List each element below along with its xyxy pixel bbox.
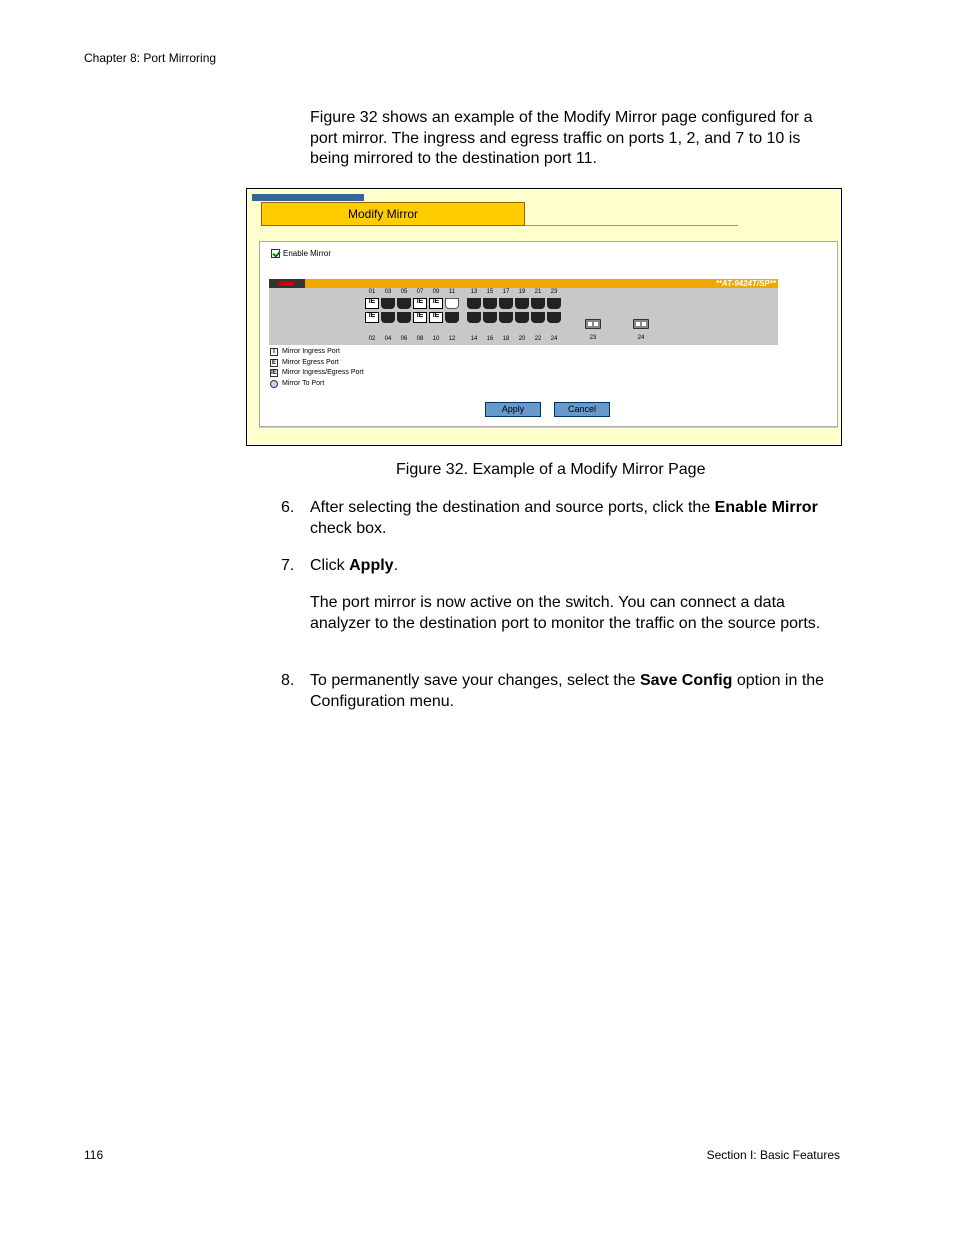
figure-footer-band bbox=[259, 427, 838, 428]
tab-modify-mirror[interactable]: Modify Mirror bbox=[261, 202, 525, 226]
port-23[interactable] bbox=[547, 298, 561, 309]
step-7 bbox=[281, 556, 842, 577]
port-number-label: 11 bbox=[448, 289, 456, 295]
port-08[interactable] bbox=[413, 312, 427, 323]
step-bold: Apply bbox=[349, 557, 394, 574]
sfp-port-24[interactable] bbox=[633, 319, 649, 329]
port-number-label: 04 bbox=[384, 336, 392, 342]
allied-telesis-logo-icon bbox=[269, 279, 305, 288]
step-text-part: option in the Configuration menu. bbox=[310, 672, 825, 710]
port-number-label: 06 bbox=[400, 336, 408, 342]
port-number-label: 16 bbox=[486, 336, 494, 342]
port-13[interactable] bbox=[467, 298, 481, 309]
port-07[interactable] bbox=[413, 298, 427, 309]
port-number-label: 12 bbox=[448, 336, 456, 342]
port-10[interactable] bbox=[429, 312, 443, 323]
port-22[interactable] bbox=[531, 312, 545, 323]
port-number-label: 22 bbox=[534, 336, 542, 342]
port-number-label: 24 bbox=[550, 336, 558, 342]
port-number-label: 21 bbox=[534, 289, 542, 295]
port-number-label: 14 bbox=[470, 336, 478, 342]
legend-label: Mirror Ingress/Egress Port bbox=[282, 369, 364, 376]
port-number-label: 19 bbox=[518, 289, 526, 295]
section-footer: Section I: Basic Features bbox=[706, 1148, 840, 1162]
step-number: 6. bbox=[281, 499, 295, 516]
step-text-part: To permanently save your changes, select the bbox=[310, 672, 640, 689]
figure-panel bbox=[248, 190, 840, 444]
legend-item bbox=[270, 379, 364, 390]
port-15[interactable] bbox=[483, 298, 497, 309]
port-03[interactable] bbox=[381, 298, 395, 309]
port-number-label: 23 bbox=[550, 289, 558, 295]
switch-panel bbox=[269, 279, 778, 345]
figure-top-bar bbox=[252, 194, 364, 201]
port-20[interactable] bbox=[515, 312, 529, 323]
sfp-port-23[interactable] bbox=[585, 319, 601, 329]
port-12[interactable] bbox=[445, 312, 459, 323]
page-number: 116 bbox=[84, 1148, 104, 1162]
step-number: 7. bbox=[281, 557, 295, 574]
port-number-label: 01 bbox=[368, 289, 376, 295]
port-01[interactable] bbox=[365, 298, 379, 309]
egress-icon: E bbox=[271, 359, 276, 366]
port-09[interactable] bbox=[429, 298, 443, 309]
port-number-label: 15 bbox=[486, 289, 494, 295]
enable-mirror-checkbox[interactable] bbox=[271, 249, 280, 258]
tab-underline bbox=[525, 225, 738, 226]
figure-modify-mirror bbox=[246, 188, 842, 446]
port-number-label: 18 bbox=[502, 336, 510, 342]
port-number-label: 13 bbox=[470, 289, 478, 295]
port-04[interactable] bbox=[381, 312, 395, 323]
port-06[interactable] bbox=[397, 312, 411, 323]
port-21[interactable] bbox=[531, 298, 545, 309]
legend-label: Mirror Ingress Port bbox=[282, 348, 340, 355]
intro-paragraph: Figure 32 shows an example of the Modify Mirror page configured for a port mirror. The ingress and egress traffic on ports 1, 2, and 7 to 10 is being mirrored to the destination port 11. bbox=[310, 109, 813, 167]
port-05[interactable] bbox=[397, 298, 411, 309]
step-bold: Save Config bbox=[639, 672, 733, 689]
port-number-label: 09 bbox=[432, 289, 440, 295]
step-text-part: check box. bbox=[310, 519, 387, 537]
step-number: 8. bbox=[281, 672, 295, 689]
step-text bbox=[310, 556, 842, 577]
switch-band bbox=[269, 279, 695, 288]
step-text bbox=[310, 498, 842, 539]
port-18[interactable] bbox=[499, 312, 513, 323]
port-number-label: 20 bbox=[518, 336, 526, 342]
port-number-label: 02 bbox=[368, 336, 376, 342]
switch-model: **AT-9424T/SP** bbox=[695, 279, 778, 288]
step-text-part: After selecting the destination and source ports, click the bbox=[310, 499, 715, 516]
port-number-label: 07 bbox=[416, 289, 424, 295]
port-02[interactable] bbox=[365, 312, 379, 323]
legend-label: Mirror To Port bbox=[282, 379, 325, 387]
enable-mirror-row[interactable] bbox=[271, 249, 331, 258]
figure-caption: Figure 32. Example of a Modify Mirror Page bbox=[396, 461, 706, 478]
figure-content bbox=[259, 241, 838, 427]
mirror-to-port-icon bbox=[270, 380, 278, 388]
ingress-icon: I bbox=[270, 348, 278, 356]
legend-item bbox=[270, 347, 364, 358]
port-17[interactable] bbox=[499, 298, 513, 309]
ingress-egress-icon: IE bbox=[271, 370, 277, 377]
step-text bbox=[310, 671, 842, 712]
chapter-header: Chapter 8: Port Mirroring bbox=[84, 51, 217, 65]
cancel-button[interactable]: Cancel bbox=[554, 402, 610, 417]
port-16[interactable] bbox=[483, 312, 497, 323]
port-number-label: 10 bbox=[432, 336, 440, 342]
step-6 bbox=[281, 498, 842, 539]
step-text-part: Click bbox=[310, 557, 350, 574]
step-text-part: . bbox=[393, 557, 399, 574]
enable-mirror-label: Enable Mirror bbox=[283, 249, 332, 258]
port-19[interactable] bbox=[515, 298, 529, 309]
port-number-label: 17 bbox=[502, 289, 510, 295]
port-number-label: 05 bbox=[400, 289, 408, 295]
legend-label: Mirror Egress Port bbox=[282, 358, 339, 366]
port-24[interactable] bbox=[547, 312, 561, 323]
legend-item bbox=[270, 368, 364, 379]
port-11[interactable] bbox=[445, 298, 459, 309]
legend bbox=[270, 347, 364, 389]
legend-item bbox=[270, 358, 364, 369]
sfp-port-label: 23 bbox=[589, 335, 597, 341]
sfp-port-label: 24 bbox=[637, 335, 645, 341]
step-8 bbox=[281, 671, 842, 712]
step-bold: Enable Mirror bbox=[714, 499, 818, 516]
port-number-label: 03 bbox=[384, 289, 392, 295]
port-14[interactable] bbox=[467, 312, 481, 323]
apply-button[interactable]: Apply bbox=[485, 402, 541, 417]
result-paragraph: The port mirror is now active on the switch. You can connect a data analyzer to the destination port to monitor the traffic on the source ports. bbox=[310, 594, 821, 632]
port-number-label: 08 bbox=[416, 336, 424, 342]
